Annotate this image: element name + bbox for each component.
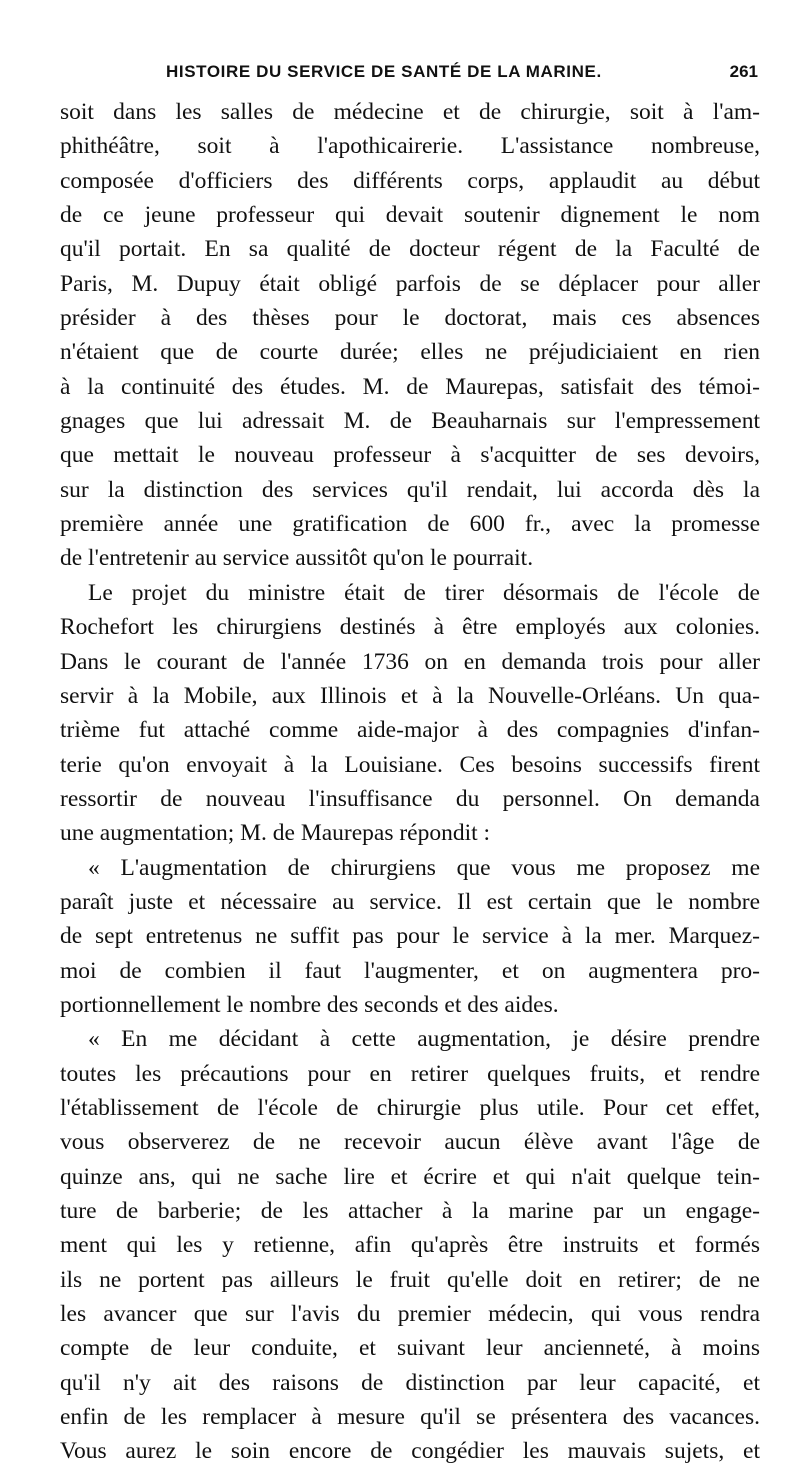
text-line: qu'il portait. En sa qualité de docteur régent de la Faculté de [60, 236, 760, 263]
text-line: sur la distinction des services qu'il rendait, lui accorda dès la [60, 476, 760, 503]
text-line: paraît juste et nécessaire au service. Il est certain que le nombre [60, 888, 760, 915]
text-line: « L'augmentation de chirurgiens que vous me proposez me [88, 854, 760, 881]
text-line: l'établissement de l'école de chirurgie plus utile. Pour cet effet, [60, 1094, 760, 1121]
text-line: n'étaient que de courte durée; elles ne préjudiciaient en rien [60, 339, 760, 366]
text-line: portionnellement le nombre des seconds et des aides. [60, 991, 559, 1018]
text-line: qu'il n'y ait des raisons de distinction par leur capacité, et [60, 1369, 760, 1396]
running-header [98, 62, 758, 86]
text-line: première année une gratification de 600 fr., avec la promesse [60, 511, 760, 538]
text-line: à la continuité des études. M. de Maurepas, satisfait des témoi- [60, 373, 760, 400]
text-line: phithéâtre, soit à l'apothicairerie. L'assistance nombreuse, [60, 133, 760, 160]
text-line: de l'entretenir au service aussitôt qu'on le pourrait. [60, 545, 534, 572]
text-line: que mettait le nouveau professeur à s'acquitter de ses devoirs, [60, 442, 760, 469]
text-line: enfin de les remplacer à mesure qu'il se présentera des vacances. [60, 1404, 760, 1431]
text-line: compte de leur conduite, et suivant leur ancienneté, à moins [60, 1335, 760, 1362]
header-title: HISTOIRE DU SERVICE DE SANTÉ DE LA MARINE. [166, 62, 602, 81]
text-line: les avancer que sur l'avis du premier médecin, qui vous rendra [60, 1301, 760, 1328]
text-line: de ce jeune professeur qui devait soutenir dignement le nom [60, 202, 760, 229]
body-text [60, 95, 760, 1469]
text-line: quinze ans, qui ne sache lire et écrire et qui n'ait quelque tein- [60, 1163, 760, 1190]
text-line: trième fut attaché comme aide-major à des compagnies d'infan- [60, 717, 760, 744]
text-line: composée d'officiers des différents corps, applaudit au début [60, 167, 760, 194]
text-line: servir à la Mobile, aux Illinois et à la Nouvelle-Orléans. Un qua- [60, 682, 760, 709]
text-line: gnages que lui adressait M. de Beauharnais sur l'empressement [60, 408, 760, 435]
text-line: toutes les précautions pour en retirer quelques fruits, et rendre [60, 1060, 760, 1087]
text-line: Rochefort les chirurgiens destinés à être employés aux colonies. [60, 614, 760, 641]
text-line: ils ne portent pas ailleurs le fruit qu'elle doit en retirer; de ne [60, 1266, 760, 1293]
text-line: vous observerez de ne recevoir aucun élève avant l'âge de [60, 1129, 760, 1156]
text-line: présider à des thèses pour le doctorat, mais ces absences [60, 305, 760, 332]
text-line: terie qu'on envoyait à la Louisiane. Ces besoins successifs firent [60, 751, 760, 778]
text-line: « En me décidant à cette augmentation, je désire prendre [88, 1026, 760, 1053]
text-line: moi de combien il faut l'augmenter, et on augmentera pro- [60, 957, 760, 984]
text-line: une augmentation; M. de Maurepas répondit : [60, 820, 491, 847]
text-line: Paris, M. Dupuy était obligé parfois de se déplacer pour aller [60, 270, 760, 297]
text-line: ressortir de nouveau l'insuffisance du personnel. On demanda [60, 785, 760, 812]
text-line: ture de barberie; de les attacher à la marine par un engage- [60, 1198, 760, 1224]
text-line: ment qui les y retienne, afin qu'après être instruits et formés [60, 1232, 760, 1259]
page-number: 261 [729, 62, 758, 81]
text-line: Le projet du ministre était de tirer désormais de l'école de [88, 579, 760, 606]
text-line: soit dans les salles de médecine et de chirurgie, soit à l'am- [60, 99, 760, 125]
text-line: Vous aurez le soin encore de congédier les mauvais sujets, et [60, 1438, 760, 1465]
text-line: Dans le courant de l'année 1736 on en demanda trois pour aller [60, 648, 760, 675]
text-line: de sept entretenus ne suffit pas pour le service à la mer. Marquez- [60, 923, 760, 950]
